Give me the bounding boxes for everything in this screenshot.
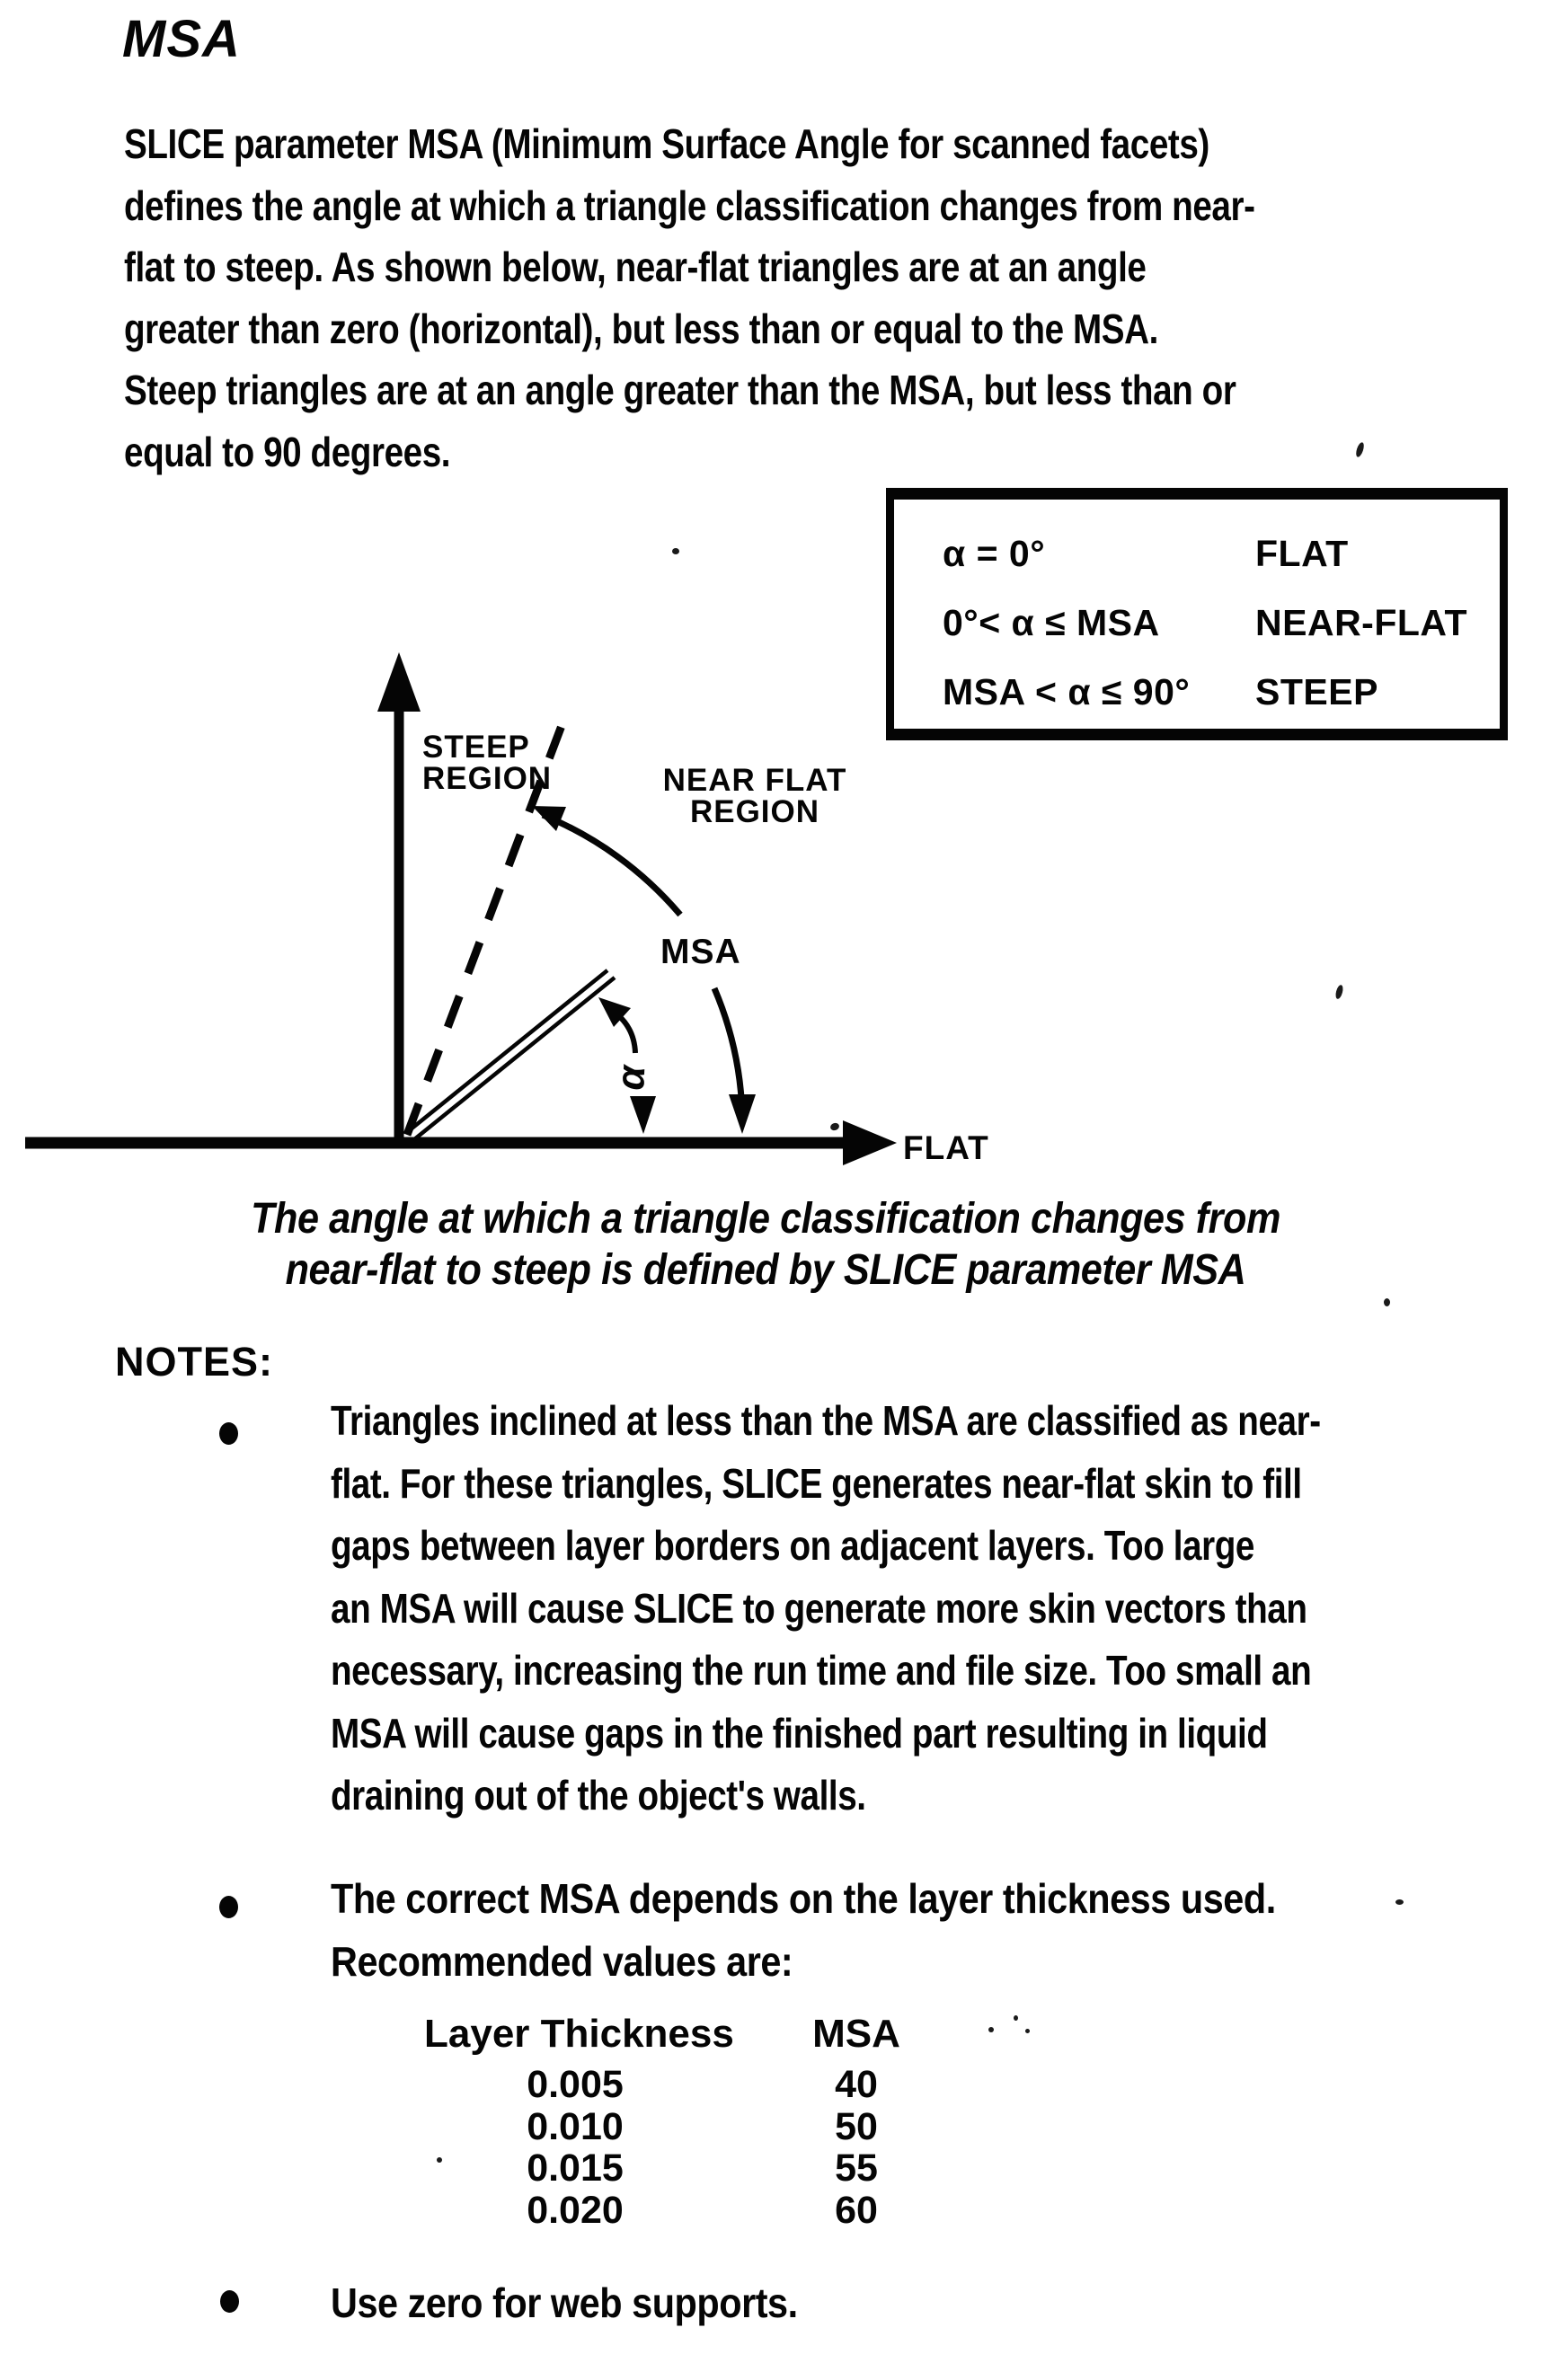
scan-speck bbox=[1384, 1298, 1390, 1306]
msa-arc-upper bbox=[543, 815, 680, 915]
bullet-icon bbox=[219, 1422, 238, 1445]
scan-speck bbox=[437, 2157, 442, 2163]
scan-speck bbox=[1334, 984, 1344, 999]
page-title: MSA bbox=[122, 10, 241, 68]
near-flat-region-label-line1: NEAR FLAT bbox=[662, 763, 847, 798]
facet-line-lower bbox=[413, 978, 615, 1140]
intro-paragraph: SLICE parameter MSA (Minimum Surface Angle for scanned facets) defines the angle at which a triangle classification changes from near- flat to steep. As shown below, near-flat triangles are at an angle greater than zero (horizontal), but less than or equal to the MSA. Steep triangles are at an angle greater than the MSA, but less than or equal to 90 degrees. bbox=[124, 120, 1255, 475]
table-cell: 50 bbox=[835, 2104, 878, 2148]
scan-speck bbox=[1355, 441, 1366, 457]
flat-axis-label: FLAT bbox=[903, 1129, 989, 1166]
scan-speck bbox=[1395, 1899, 1404, 1905]
near-flat-region-label-line2: REGION bbox=[689, 794, 820, 829]
y-axis-arrowhead-icon bbox=[377, 652, 421, 712]
recommended-values-table bbox=[424, 2014, 906, 2231]
bullet-icon bbox=[220, 2290, 239, 2313]
table-cell: 0.020 bbox=[527, 2188, 624, 2232]
steep-region-label-line1: STEEP bbox=[422, 730, 530, 765]
note-bullet-text: Triangles inclined at less than the MSA are classified as near- flat. For these triangles, SLICE generates near-flat skin to fill gaps between layer borders on adjacent layers. Too large an MSA will cause SLICE to generate more skin vectors than necessary, increasing the run time and file size. Too small an MSA will cause gaps in the finished part resulting in liquid draining out of the object's walls. bbox=[331, 1397, 1321, 1819]
x-axis-arrowhead-icon bbox=[843, 1120, 897, 1165]
table-cell: 0.010 bbox=[527, 2104, 624, 2148]
table-cell: 0.005 bbox=[527, 2063, 624, 2106]
notes-heading: NOTES: bbox=[115, 1339, 274, 1385]
scan-speck bbox=[1025, 2029, 1030, 2033]
msa-angle-diagram bbox=[0, 620, 1042, 1195]
table-header-layer-thickness: Layer Thickness bbox=[424, 2012, 734, 2056]
alpha-arc bbox=[618, 1015, 635, 1053]
table-cell: 60 bbox=[835, 2188, 878, 2232]
table-cell: 40 bbox=[835, 2063, 878, 2106]
scan-speck bbox=[988, 2027, 994, 2032]
alpha-down-arrowhead-icon bbox=[630, 1096, 656, 1134]
legend-condition: α = 0° bbox=[943, 533, 1046, 574]
table-cell: 55 bbox=[835, 2146, 878, 2190]
figure-caption: The angle at which a triangle classification changes from near-flat to steep is defined by SLICE parameter MSA bbox=[251, 1195, 1280, 1294]
legend-condition: 0°< α ≤ MSA bbox=[943, 602, 1160, 643]
legend-classification: FLAT bbox=[1255, 533, 1349, 574]
note-bullet-text: The correct MSA depends on the layer thickness used. Recommended values are: bbox=[331, 1875, 1276, 1985]
legend-classification: NEAR-FLAT bbox=[1255, 602, 1468, 643]
msa-angle-label: MSA bbox=[660, 933, 741, 971]
legend-classification: STEEP bbox=[1255, 671, 1378, 712]
table-cell: 0.015 bbox=[527, 2146, 624, 2190]
bullet-icon bbox=[219, 1896, 238, 1918]
legend-condition: MSA < α ≤ 90° bbox=[943, 671, 1191, 712]
scan-speck bbox=[1014, 2015, 1018, 2021]
msa-arc-arrowhead-icon bbox=[532, 806, 566, 831]
steep-region-label-line2: REGION bbox=[422, 761, 553, 796]
alpha-angle-label: α bbox=[608, 1064, 654, 1092]
table-header-msa: MSA bbox=[812, 2012, 900, 2056]
note-bullet-text: Use zero for web supports. bbox=[331, 2279, 798, 2326]
msa-arc-down-arrowhead-icon bbox=[729, 1094, 756, 1134]
scan-speck bbox=[672, 548, 679, 554]
